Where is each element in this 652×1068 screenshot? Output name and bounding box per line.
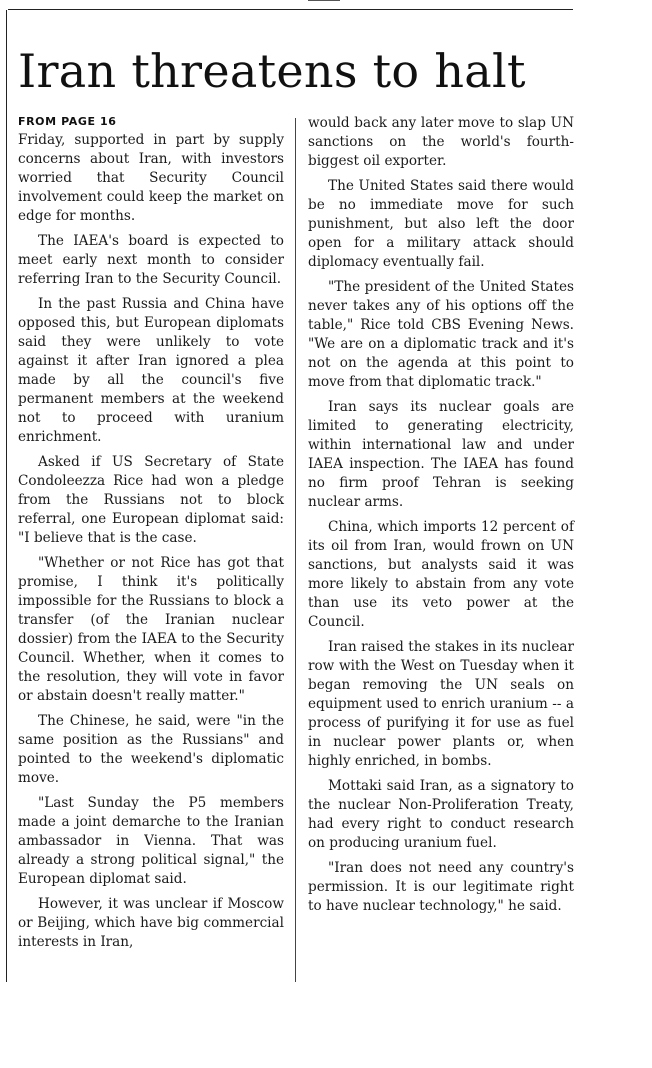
left-column bbox=[18, 114, 284, 958]
paragraph: Asked if US Secretary of State Condoleezza Rice had won a pledge from the Russians not to block referral, one European diplomat said: "I believe that is the case. bbox=[18, 454, 284, 546]
paragraph: The Chinese, he said, were "in the same position as the Russians" and pointed to the weekend's diplomatic move. bbox=[18, 713, 284, 786]
continuation-kicker: FROM PAGE 16 bbox=[18, 115, 117, 128]
paragraph: Iran raised the stakes in its nuclear row with the West on Tuesday when it began removing the UN seals on equipment used to enrich uranium -- a process of purifying it for use as fuel in nuclear power plants or, when highly enriched, in bombs. bbox=[308, 639, 574, 769]
right-column bbox=[308, 114, 574, 922]
paragraph: China, which imports 12 percent of its oil from Iran, would frown on UN sanctions, but analysts said it was more likely to abstain from any vote than use its veto power at the Council. bbox=[308, 519, 574, 630]
paragraph: In the past Russia and China have opposed this, but European diplomats said they were unlikely to vote against it after Iran ignored a plea made by all the council's five permanent members at the weekend not to proceed with uranium enrichment. bbox=[18, 296, 284, 445]
paragraph: "Last Sunday the P5 members made a joint demarche to the Iranian ambassador in Vienna. That was already a strong political signal," the European diplomat said. bbox=[18, 795, 284, 887]
paragraph: However, it was unclear if Moscow or Beijing, which have big commercial interests in Iran, bbox=[18, 896, 284, 950]
paragraph: Mottaki said Iran, as a signatory to the nuclear Non-Proliferation Treaty, had every right to conduct research on producing uranium fuel. bbox=[308, 778, 574, 851]
paragraph: "Whether or not Rice has got that promise, I think it's politically impossible for the Russians to block a transfer (of the Iranian nuclear dossier) from the IAEA to the Security Council. Whether, when it comes to the resolution, they will vote in favor or abstain doesn't really matter." bbox=[18, 555, 284, 704]
paragraph: "Iran does not need any country's permission. It is our legitimate right to have nuclear technology," he said. bbox=[308, 860, 574, 914]
paragraph: Friday, supported in part by supply concerns about Iran, with investors worried that Security Council involvement could keep the market on edge for months. bbox=[18, 132, 284, 224]
paragraph: would back any later move to slap UN sanctions on the world's fourth-biggest oil exporter. bbox=[308, 115, 574, 169]
top-edge-mark bbox=[308, 0, 340, 1]
paragraph: "The president of the United States never takes any of his options off the table," Rice told CBS Evening News. "We are on a diplomatic track and it's not on the agenda at this point to move from that diplomatic track." bbox=[308, 279, 574, 390]
headline: Iran threatens to halt bbox=[18, 44, 526, 98]
top-rule bbox=[8, 9, 573, 10]
column-divider bbox=[295, 118, 296, 982]
paragraph: The United States said there would be no immediate move for such punishment, but also left the door open for a military attack should diplomacy eventually fail. bbox=[308, 178, 574, 270]
paragraph: Iran says its nuclear goals are limited to generating electricity, within international law and under IAEA inspection. The IAEA has found no firm proof Tehran is seeking nuclear arms. bbox=[308, 399, 574, 510]
paragraph: The IAEA's board is expected to meet early next month to consider referring Iran to the Security Council. bbox=[18, 233, 284, 287]
left-border-rule bbox=[6, 10, 7, 982]
